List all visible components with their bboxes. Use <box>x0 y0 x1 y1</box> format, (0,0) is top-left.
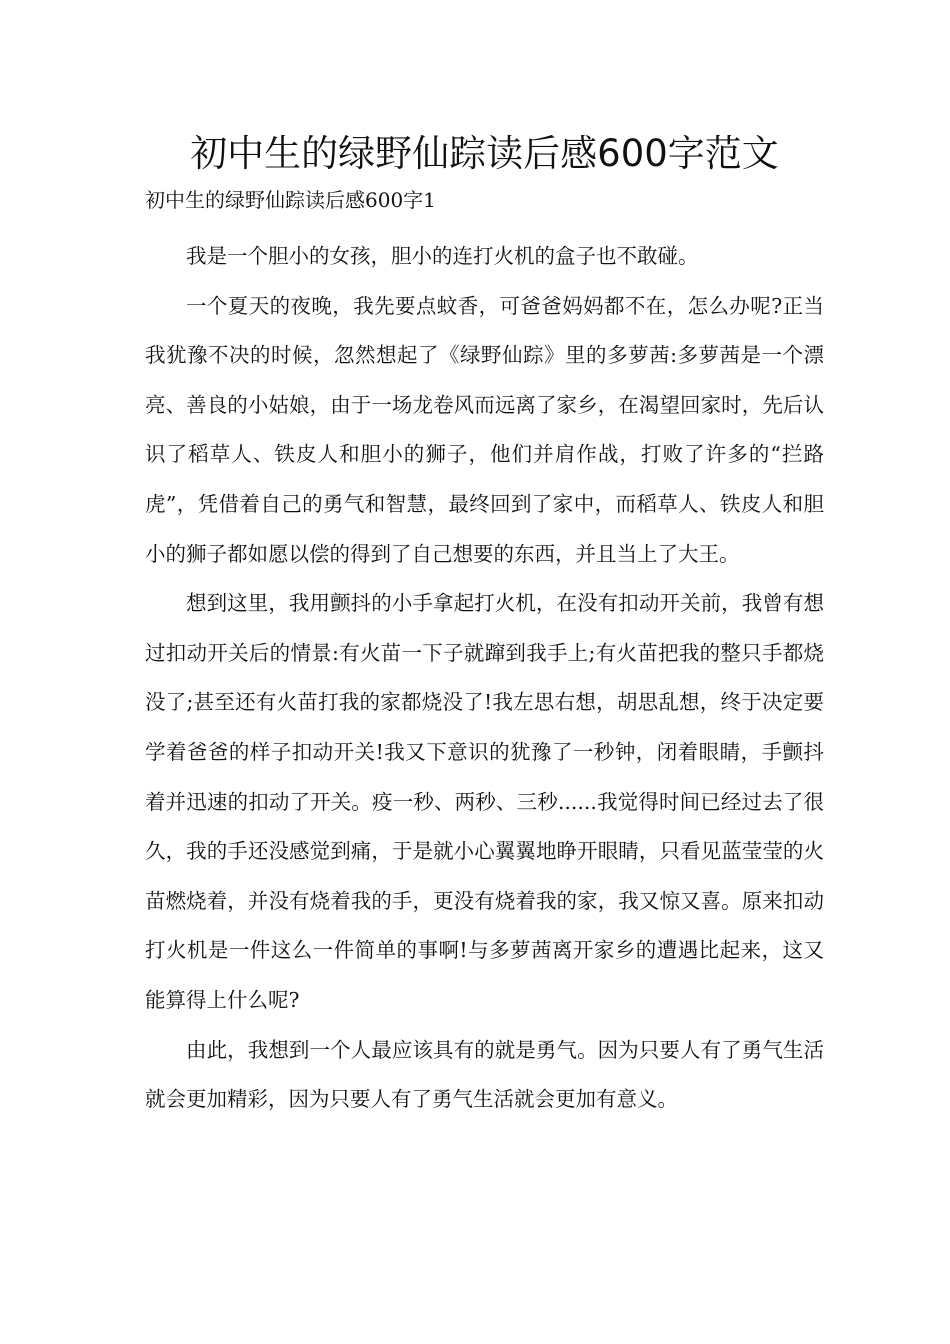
paragraph-4: 由此，我想到一个人最应该具有的就是勇气。因为只要人有了勇气生活就会更加精彩，因为只要人有了勇气生活就会更加有意义。 <box>145 1037 824 1112</box>
document-title: 初中生的绿野仙踪读后感600字范文 <box>190 132 779 175</box>
paragraph-3: 想到这里，我用颤抖的小手拿起打火机，在没有扣动开关前，我曾有想过扣动开关后的情景:有火苗一下子就蹿到我手上;有火苗把我的整只手都烧没了;甚至还有火苗打我的家都烧没了!我左思右想，胡思乱想，终于决定要学着爸爸的样子扣动开关!我又下意识的犹豫了一秒钟，闭着眼睛，手颤抖着并迅速的扣动了开关。疫一秒、两秒、三秒......我觉得时间已经过去了很久，我的手还没感觉到痛，于是就小心翼翼地睁开眼睛，只看见蓝莹莹的火苗燃烧着，并没有烧着我的手，更没有烧着我的家，我又惊又喜。原来扣动打火机是一件这么一件简单的事啊!与多萝茜离开家乡的遭遇比起来，这又能算得上什么呢? <box>145 591 824 1012</box>
paragraph-1: 我是一个胆小的女孩，胆小的连打火机的盒子也不敢碰。 <box>186 244 699 268</box>
paragraph-2: 一个夏天的夜晚，我先要点蚊香，可爸爸妈妈都不在，怎么办呢?正当我犹豫不决的时候，忽然想起了《绿野仙踪》里的多萝茜:多萝茜是一个漂亮、善良的小姑娘，由于一场龙卷风而远离了家乡，在渴望回家时，先后认识了稻草人、铁皮人和胆小的狮子，他们并肩作战，打败了许多的“拦路虎”，凭借着自己的勇气和智慧，最终回到了家中，而稻草人、铁皮人和胆小的狮子都如愿以偿的得到了自己想要的东西，并且当上了大王。 <box>145 293 824 566</box>
document-subtitle: 初中生的绿野仙踪读后感600字1 <box>145 188 436 212</box>
